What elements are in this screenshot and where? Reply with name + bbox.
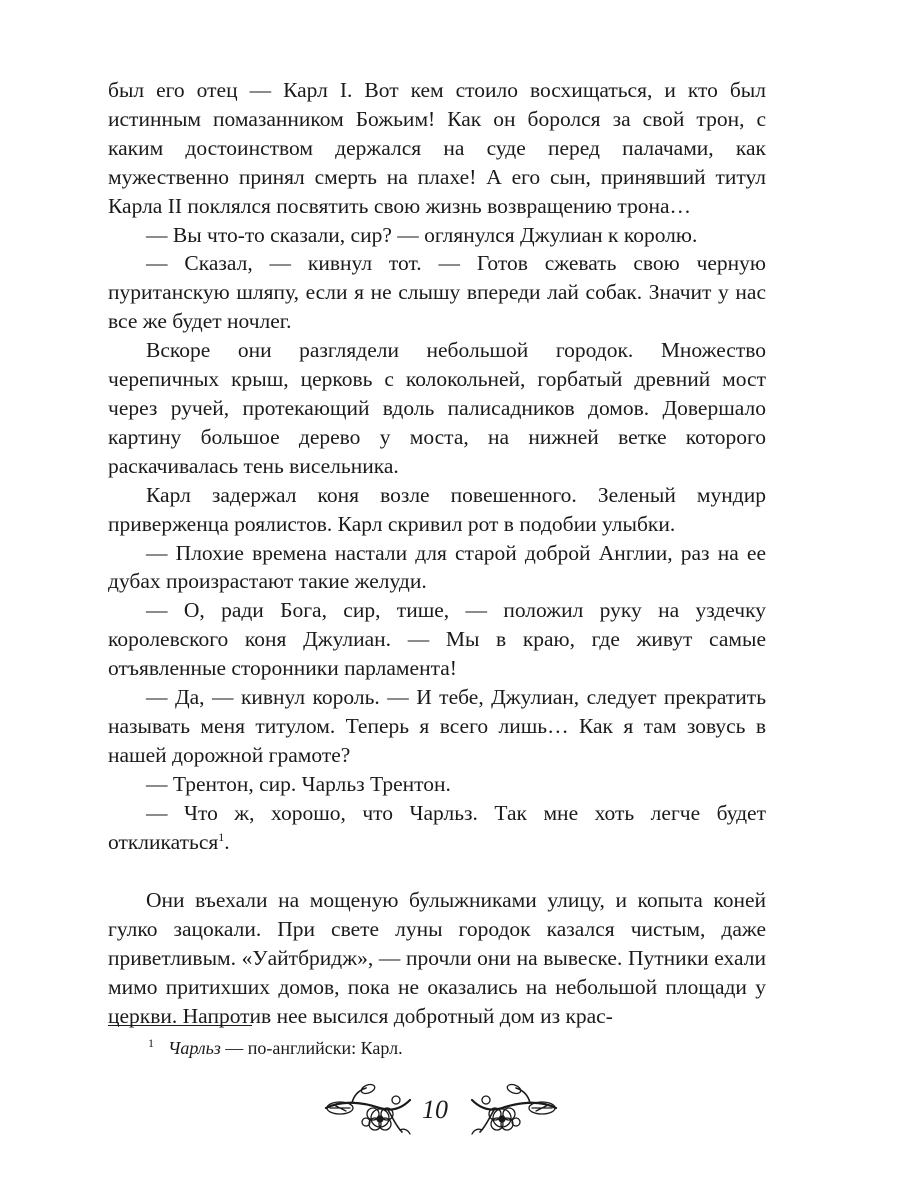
body-text (108, 76, 766, 1031)
paragraph-7: — О, ради Бога, сир, тише, — положил руку на уздечку королевского коня Джулиан. — Мы в краю, где живут самые отъявленные сторонники парламента! (108, 598, 766, 681)
footnote-text: — по-английски: Карл. (220, 1038, 403, 1058)
footnote-term: Чарльз (168, 1038, 221, 1058)
paragraph-3: — Сказал, — кивнул тот. — Готов сжевать свою черную пуританскую шляпу, если я не слышу впереди лай собак. Значит у нас все же будет ночлег. (108, 251, 766, 334)
paragraph-2: — Вы что-то сказали, сир? — оглянулся Джулиан к королю. (146, 222, 698, 247)
paragraph-1: был его отец — Карл I. Вот кем стоило восхищаться, и кто был истинным помазанником Божьим! Как он боролся за свой трон, с каким достоинством держался на суде перед палачами, как мужественно принял смерть на плахе! А его сын, принявший титул Карла II поклялся посвятить свою жизнь возвращению трона… (108, 78, 766, 218)
paragraph-5: Карл задержал коня возле повешенного. Зеленый мундир приверженца роялистов. Карл скривил рот в подобии улыбки. (108, 482, 766, 536)
paragraph-10: — Что ж, хорошо, что Чарльз. Так мне хоть легче будет откликаться$^1$. (108, 800, 766, 854)
section-break (108, 856, 766, 886)
paragraph-10-text: — Что ж, хорошо, что Чарльз. Так мне хоть легче будет откликаться (108, 800, 766, 854)
blossom-branch-icon (322, 1078, 414, 1145)
footnote-number: 1 (148, 1036, 154, 1050)
paragraph-6: — Плохие времена настали для старой доброй Англии, раз на ее дубах произрастают такие желуди. (108, 540, 766, 594)
paragraph-8: — Да, — кивнул король. — И тебе, Джулиан, следует прекратить называть меня титулом. Теперь я всего лишь… Как я там зовусь в нашей дорожной грамоте? (108, 685, 766, 767)
paragraph-11: Они въехали на мощеную булыжниками улицу, и копыта коней гулко зацокали. При свете луны городок казался чистым, даже приветливым. «Уайтбридж», — прочли они на вывеске. Путники ехали мимо притихших домов, пока не оказались на небольшой площади у церкви. Напротив нее высился добротный дом из крас- (108, 888, 766, 1029)
paragraph-9: — Трентон, сир. Чарльз Трентон. (146, 771, 451, 796)
paragraph-4: Вскоре они разглядели небольшой городок. Множество черепичных крыш, церковь с колокольней, горбатый древний мост через ручей, протекающий вдоль палисадников домов. Довершало картину большое дерево у моста, на нижней ветке которого раскачивалась тень висельника. (108, 338, 766, 478)
footnote-divider (108, 1025, 252, 1026)
blossom-branch-icon (468, 1078, 560, 1145)
footnote (148, 1036, 403, 1059)
page-number: 10 (422, 1095, 448, 1124)
footnote-reference[interactable]: 1 (218, 829, 225, 844)
